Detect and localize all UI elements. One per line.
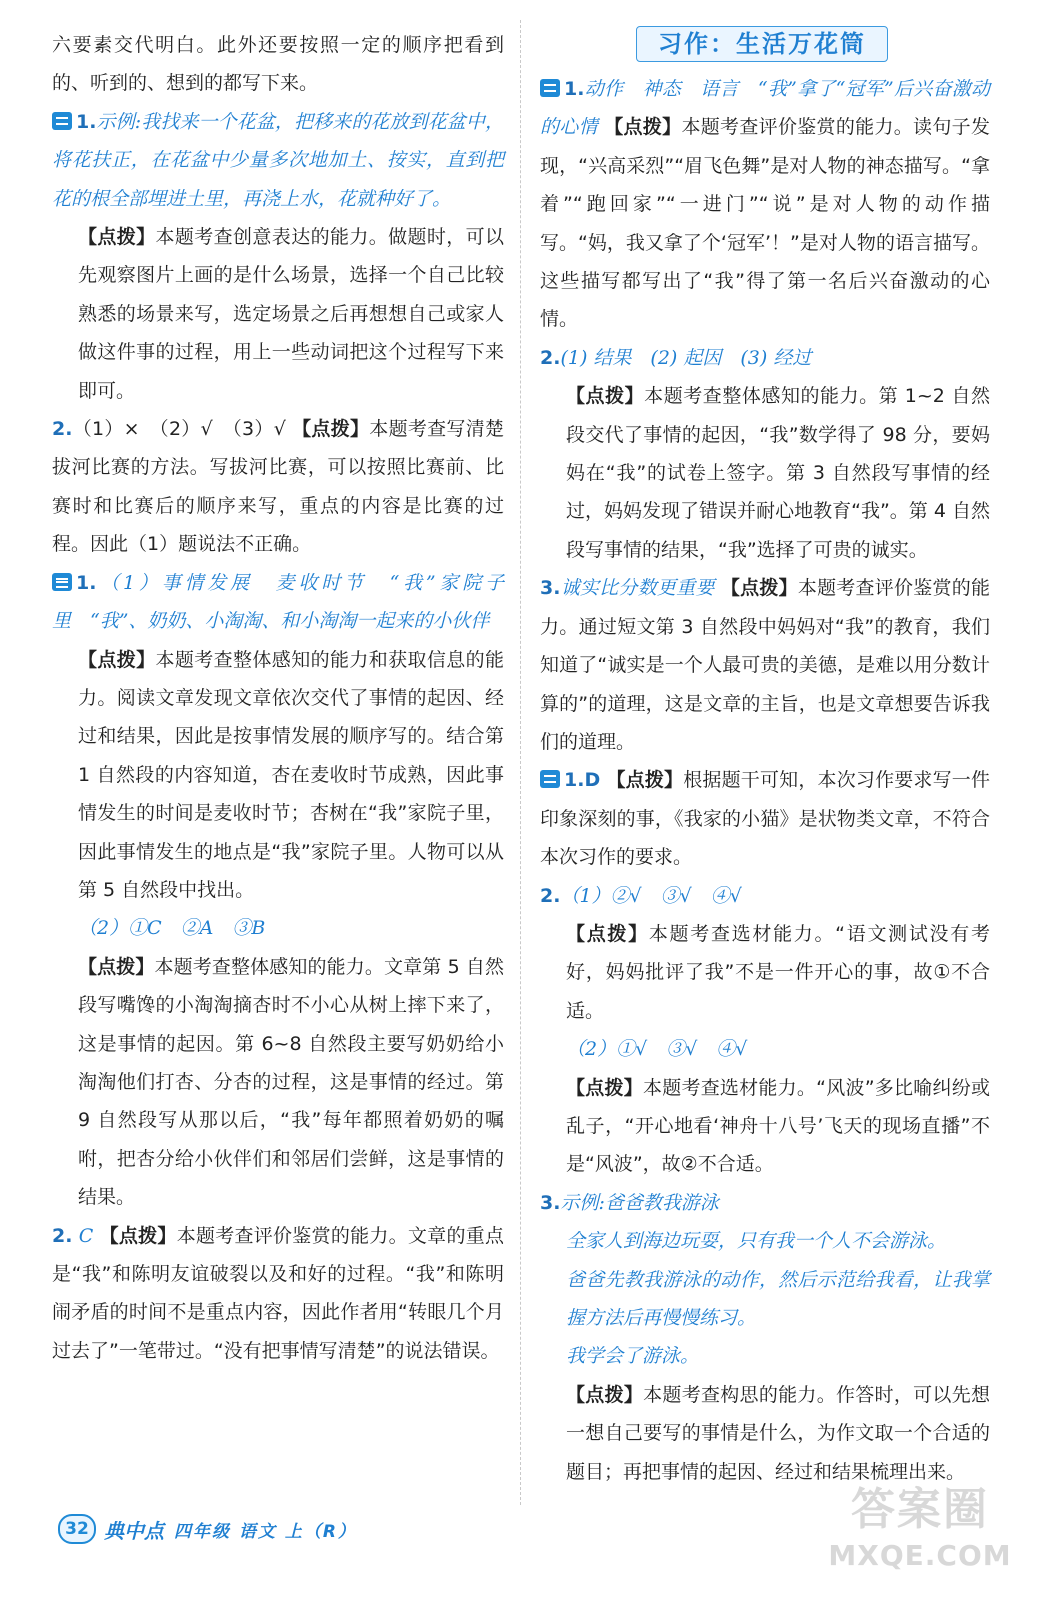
question-number: 2. [540,884,561,907]
hint-text: 本题考查创意表达的能力。做题时，可以先观察图片上画的是什么场景，选择一个自己比较熟悉的场景来写，选定场景之后再想想自己或家人做这件事的过程，用上一些动词把这个过程写下来即可。 [78,226,504,402]
left-column [52,26,511,1370]
hint-text: 本题考查写清楚拔河比赛的方法。写拔河比赛，可以按照比赛前、比赛时和比赛后的顺序来写，重点的内容是比赛的过程。因此（1）题说法不正确。 [52,418,504,556]
hint-tag: 【点拨】 [604,116,682,139]
hint-text: 本题考查构思的能力。作答时，可以先想一想自己要写的事情是什么，为作文取一个合适的题目；再把事情的起因、经过和结果梳理出来。 [566,1383,990,1483]
example-answer: 我找来一个花盆，把移来的花放到花盆中，将花扶正，在花盆中少量多次地加土、按实，直到把花的根全部埋进土里，再浇上水，花就种好了。 [52,110,504,210]
answer-text: 动作 神态 语言 “我”拿了“冠军”后兴奋激动的心情 [540,78,990,139]
hint-text: 本题考查整体感知的能力。第 1~2 自然段交代了事情的起因，“我”数学得了 98 分，要妈妈在“我”的试卷上签字。第 3 自然段写事情的经过，妈妈发现了错误并耐心地教育“我”。第 4 自然段写事情的结果，“我”选择了可贵的诚实。 [566,385,990,561]
section-two-marker-icon [540,770,560,788]
essay-outline-beginning: 全家人到海边玩耍，只有我一个人不会游泳。 [566,1230,947,1253]
question-number: 1. [76,571,97,594]
answer-text: D [584,769,601,792]
hint-paragraph [52,218,504,410]
answer-block [540,339,990,377]
hint-paragraph [540,377,990,569]
book-brand: 典中点 [104,1518,164,1543]
answer-text: (1) 结果 (2) 起因 (3) 经过 [560,346,812,369]
example-prefix: 示例: [96,110,142,133]
hint-text: 本题考查整体感知的能力。文章第 5 自然段写嘴馋的小淘淘摘杏时不小心从树上摔下来了，这是事情的起因。第 6~8 自然段主要写奶奶给小淘淘他们打杏、分杏的过程，这是事情的经过。第 9 自然段写从那以后，“我”每年都照着奶奶的嘱咐，把杏分给小伙伴们和邻居们尝鲜，这是事情的结果。 [78,955,511,1209]
hint-tag: 【点拨】 [566,922,649,945]
watermark-text: 答案圈 [851,1484,989,1535]
hint-tag: 【点拨】 [566,1383,644,1406]
section-three-marker-icon [52,573,72,591]
hint-tag: 【点拨】 [78,226,156,249]
answer-text: （2）①√ ③√ ④√ [566,1038,748,1061]
hint-paragraph [540,915,990,1030]
hint-tag: 【点拨】 [720,577,798,600]
hint-text: 本题考查评价鉴赏的能力。文章的重点是“我”和陈明友谊破裂以及和好的过程。“我”和陈明闹矛盾的时间不是重点内容，因此作者用“转眼几个月过去了”一笔带过。“没有把事情写清楚”的说法错误。 [52,1224,504,1362]
question-number: 2. [52,418,73,441]
hint-text: 根据题干可知，本次习作要求写一件印象深刻的事，《我家的小猫》是状物类文章，不符合本次习作的要求。 [540,769,990,869]
question-number: 1. [564,78,585,100]
answer-block [52,564,504,641]
section-title: 习作：生活万花筒 [636,26,888,62]
hint-tag: 【点拨】 [78,648,156,671]
answer-block [52,410,504,564]
watermark-url: MXQE.COM [828,1539,1012,1572]
answer-block [540,70,990,339]
page-footer [58,1512,357,1546]
hint-tag: 【点拨】 [78,955,155,978]
hint-tag: 【点拨】 [99,1224,177,1247]
answer-block [540,761,990,876]
column-divider [520,20,521,1505]
answer-text: C [78,1224,94,1247]
hint-tag: 【点拨】 [292,418,370,441]
hint-text: 本题考查选材能力。“风波”多比喻纠纷或乱子，“开心地看‘神舟十八号’飞天的现场直播”不是“风波”，故②不合适。 [566,1076,990,1176]
watermark [820,1480,1020,1590]
answer-block [52,103,504,218]
section-one-marker-icon [540,79,560,97]
answer-text: 诚实比分数更重要 [560,577,715,600]
question-number: 3. [540,577,561,600]
example-prefix: 示例: [560,1191,605,1214]
answer-block [540,569,990,761]
answer-block [540,877,990,915]
hint-paragraph [52,641,511,910]
answer-block [540,1184,990,1222]
hint-text: 本题考查选材能力。“语文测试没有考好，妈妈批评了我”不是一件开心的事，故①不合适。 [566,922,990,1022]
question-number: 2. [52,1224,73,1247]
section-two-marker-icon [52,112,72,130]
hint-text: 本题考查整体感知的能力和获取信息的能力。阅读文章发现文章依次交代了事情的起因、经过和结果，因此是按事情发展的顺序写的。结合第 1 自然段的内容知道，杏在麦收时节成熟，因此事情发生的时间是麦收时节；杏树在“我”家院子里，因此事情发生的地点是“我”家院子里。人物可以从第 5 自然段中找出。 [78,648,511,901]
page-number: 32 [58,1514,96,1544]
hint-text: 本题考查评价鉴赏的能力。读句子发现，“兴高采烈”“眉飞色舞”是对人物的神态描写。“拿着”“跑回家”“一进门”“说”是对人物的动作描写。“妈，我又拿了个‘冠军’！”是对人物的语言描写。这些描写都写出了“我”得了第一名后兴奋激动的心情。 [540,116,990,331]
hint-paragraph [540,1376,990,1491]
book-grade-subject: 四年级 语文 上（R） [174,1521,357,1542]
answer-text: （1）事情发展 麦收时节 “我”家院子里 “我”、奶奶、小淘淘、和小淘淘一起来的小伙伴 [52,571,504,633]
essay-title: 爸爸教我游泳 [604,1191,719,1214]
answer-text: （1）②√ ③√ ④√ [560,884,742,907]
hint-paragraph [52,948,511,1217]
answer-block [52,1217,504,1371]
right-column [540,26,990,1491]
answer-text: （2）①C ②A ③B [78,917,266,940]
hint-paragraph [540,1069,990,1184]
answer-text: （1）× （2）√ （3）√ [72,418,286,441]
continued-text: 六要素交代明白。此外还要按照一定的顺序把看到的、听到的、想到的都写下来。 [52,34,504,95]
question-number: 2. [540,346,561,369]
hint-text: 本题考查评价鉴赏的能力。通过短文第 3 自然段中妈妈对“我”的教育，我们知道了“诚实是一个人最可贵的美德，是难以用分数计算的”的道理，这是文章的主旨，也是文章想要告诉我们的道理。 [540,577,990,753]
hint-tag: 【点拨】 [606,769,684,792]
essay-outline-end: 我学会了游泳。 [566,1345,700,1368]
question-number: 1. [76,110,97,133]
question-number: 3. [540,1191,561,1214]
hint-tag: 【点拨】 [566,385,645,408]
essay-outline-middle: 爸爸先教我游泳的动作，然后示范给我看，让我掌握方法后再慢慢练习。 [566,1268,990,1329]
hint-tag: 【点拨】 [566,1076,643,1099]
question-number: 1. [564,769,585,792]
